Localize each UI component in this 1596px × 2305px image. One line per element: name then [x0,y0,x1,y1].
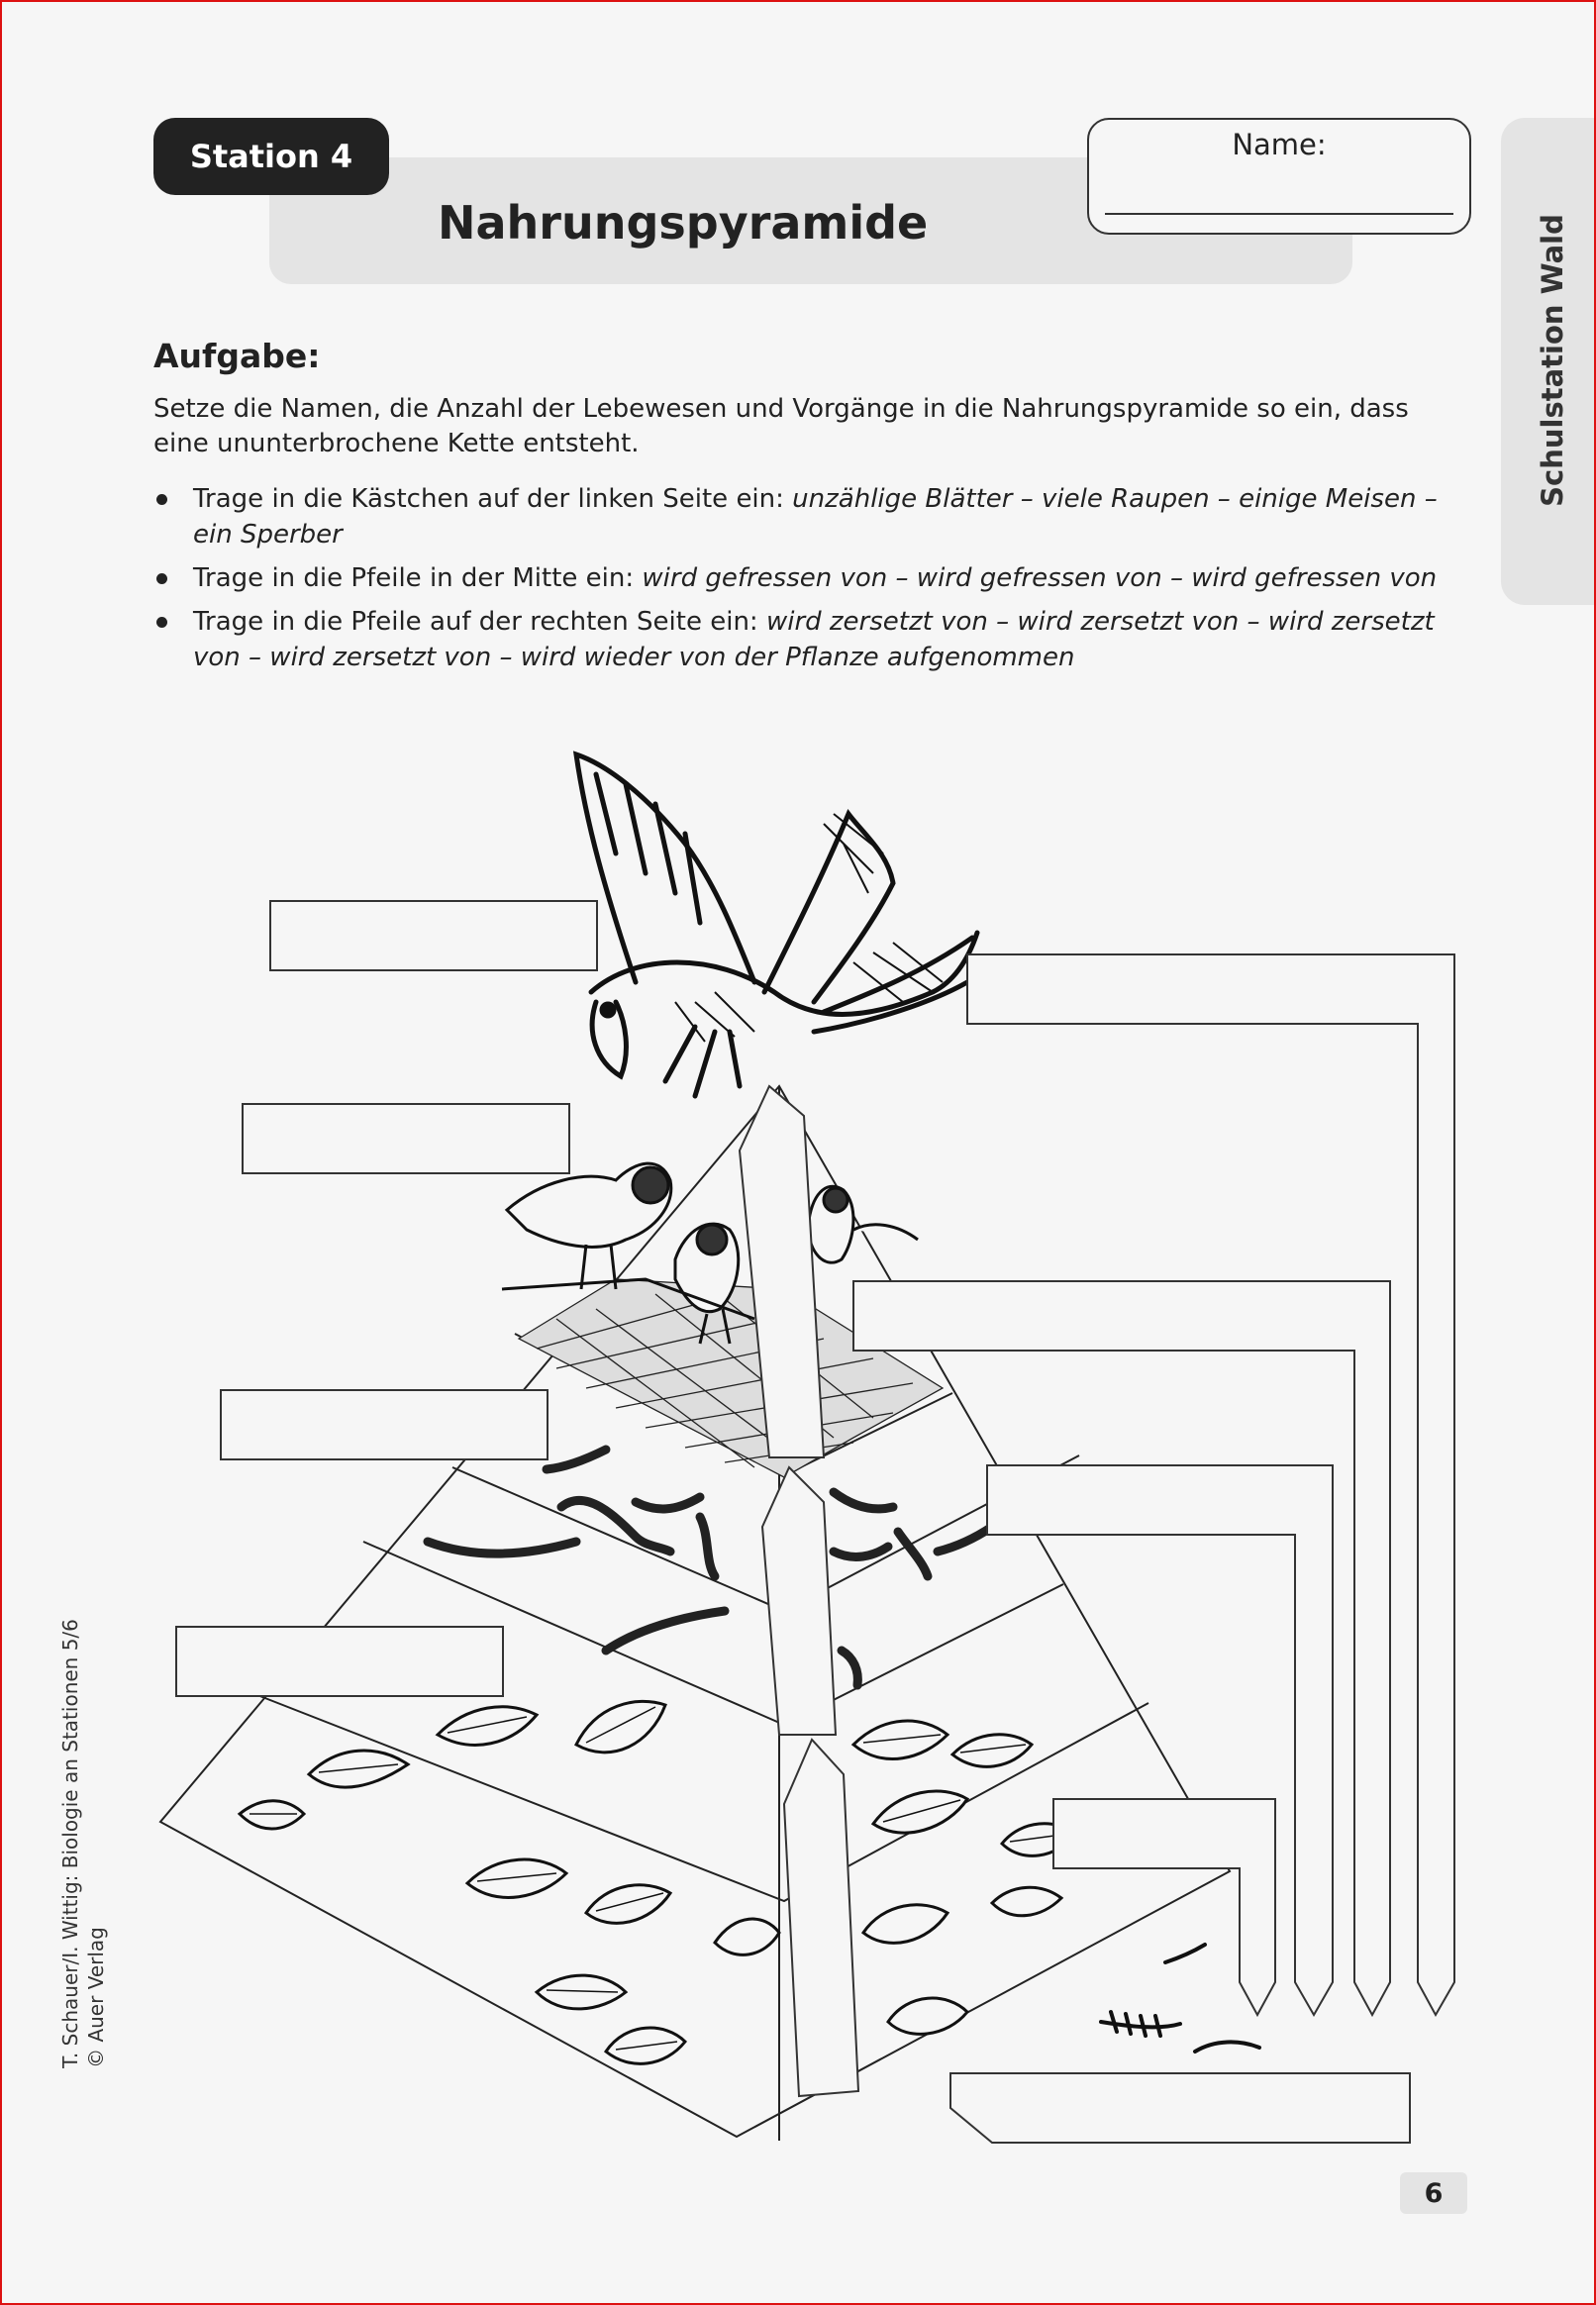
task-lead: Trage in die Kästchen auf der linken Seite ein: [193,484,793,514]
arrow-right-3[interactable] [987,1465,1333,2015]
left-box-blaetter[interactable] [175,1626,504,1697]
task-items: unzählige Blätter – viele Raupen – einige Meisen – ein Sperber [193,484,1438,550]
credit-line: © Auer Verlag [84,1927,108,2068]
page-number: 6 [1400,2172,1467,2214]
task-heading: Aufgabe: [153,337,321,375]
name-label: Name: [1232,128,1327,161]
left-box-raupen[interactable] [220,1389,549,1460]
arrow-middle-mid[interactable] [762,1467,836,1735]
page-title: Nahrungspyramide [438,196,929,250]
sparrowhawk-icon [576,754,977,1096]
left-box-meisen[interactable] [242,1103,570,1174]
soil-organism-icon [1101,1945,1259,2052]
credit-line: T. Schauer/I. Wittig: Biologie an Stationen 5/6 [58,1619,82,2068]
station-badge: Station 4 [153,118,389,195]
tit-bird-icon [809,1186,918,1262]
arrow-right-bottom[interactable] [950,2073,1410,2143]
task-lead: Trage in die Pfeile in der Mitte ein: [193,563,643,593]
caterpillar-icon [428,1450,992,1685]
task-lead: Trage in die Pfeile auf der rechten Seite ein: [193,607,766,637]
task-items: wird zersetzt von – wird zersetzt von – wird zersetzt von – wird zersetzt von – wird wieder von der Pflanze aufgenommen [193,607,1435,672]
copyright-credit [57,1619,109,2068]
task-intro: Setze die Namen, die Anzahl der Lebewesen und Vorgänge in die Nahrungspyramide so ein, dass eine ununterbrochene Kette entsteht. [153,394,1409,458]
tit-bird-icon [507,1163,671,1289]
pyramid-layer-line [257,1695,1148,1901]
task-items: wird gefressen von – wird gefressen von – wird gefressen von [642,563,1438,593]
left-box-sperber[interactable] [269,900,598,971]
leaves-icon [240,1701,1076,2063]
arrow-middle-bottom[interactable] [784,1740,858,2096]
side-tab-label: Schulstation Wald [1536,214,1569,507]
